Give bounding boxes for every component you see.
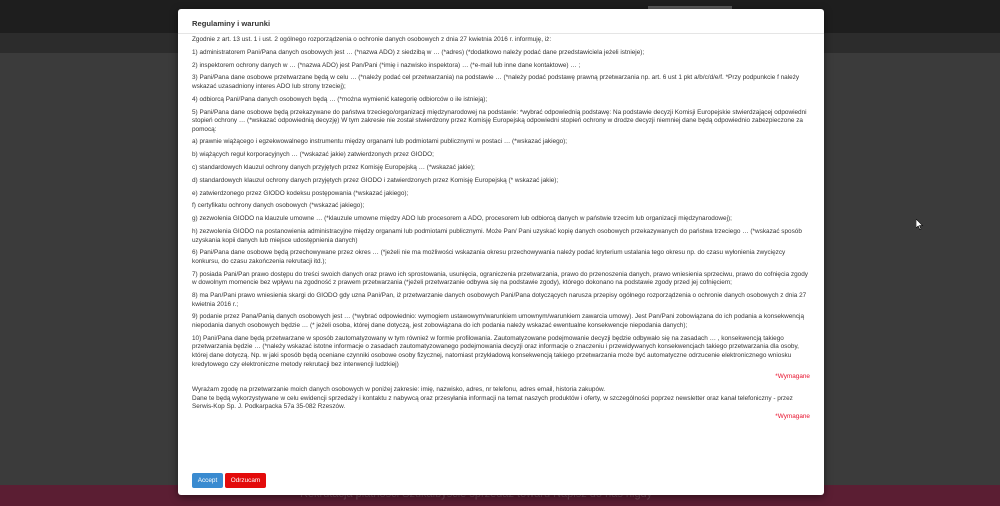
clause-5g: g) zezwolenia GIODO na klauzule umowne … (*klauzule umowne między ADO lub procesorem a ADO, procesorem lub odbiorcą danych w państwie trzecim lub organizacji międzynarodowej); (192, 215, 732, 223)
required-label: *Wymagane (775, 373, 810, 381)
clause-9: 9) podanie przez Pana/Panią danych osobowych jest … (*wybrać odpowiednio: wymogiem ustawowym/warunkiem umownym/warunkiem zawarcia umowy). Jest Pan/Pani zobowiązana do ich podania a konsekwencją niepodania danych osobowych będzie … (* jeżeli osoba, której dane dotyczą, jest zobowiązana do ich podania należy wskazać ewentualne konsekwencje niepodania danych); (192, 313, 805, 330)
terms-modal (178, 9, 824, 495)
clause-5b: b) wiążących reguł korporacyjnych … (*wskazać jakie) zatwierdzonych przez GIODO; (192, 151, 434, 159)
clause-8: 8) ma Pan/Pani prawo wniesienia skargi do GIODO gdy uzna Pani/Pan, iż przetwarzanie danych osobowych Pani/Pana dotyczących narusza przepisy ogólnego rozporządzenia o ochronie danych osobowych z dnia 27 kwietnia 2016 r.; (192, 292, 807, 308)
clause-6: 6) Pani/Pana dane osobowe będą przechowywane przez okres … (*jeżeli nie ma możliwości wskazania okresu przechowywania należy podać kryterium ustalania tego okresu np. do czasu wyłonienia zwycięzcy konkursu, do czasu zakończenia rekrutacji itd.); (192, 249, 786, 265)
consent-line-2: Dane te będą wykorzystywane w celu ewidencji sprzedaży i kontaktu z nabywcą oraz przesyłania informacji na temat naszych produktów i oferty, w szczególności poprzez newsletter oraz kanał telefoniczny - przez Serwis-Kop Sp. J. Podkarpacka 57a 35-082 Rzeszów. (192, 394, 793, 411)
clause-5: 5) Pani/Pana dane osobowe będą przekazywane do państwa trzeciego/organizacji międzynarodowej na podstawie: *wybrać odpowiednią podstawę: Na podstawie decyzji Komisji Europejskie stwierdzającej odpowiedni stopień ochrony … (*wskazać odpowiednią decyzję) W tym zakresie nie został stwierdzony przez Komisję Europejską odpowiedni stopień ochrony w drodze decyzji niemniej dane będą odpowiednio zabezpieczone za pomocą: (192, 108, 807, 133)
clause-5c: c) standardowych klauzul ochrony danych przyjętych przez Komisję Europejską … (*wskazać jakie); (192, 164, 475, 172)
reject-button[interactable]: Odrzucam (225, 473, 266, 488)
clause-10: 10) Pani/Pana dane będą przetwarzane w sposób zautomatyzowany w tym również w formie profilowania. Zautomatyzowane podejmowanie decyzji będzie odbywało się na zasadach … , konsekwencją takiego przetwarzania będzie … (*należy wskazać istotne informacje o zasadach zautomatyzowanego podejmowania decyzji oraz informacje o znaczeniu i przewidywanych konsekwencjach takiego przetwarzania dla osoby, której dane dotyczą. Np. w jaki sposób będą oceniane czynniki osobowe osoby fizycznej, natomiast przykładową konsekwencją takiego przetwarzania może być automatyczne odrzucenie elektronicznego wniosku kredytowego czy elektroniczne metody rekrutacji bez interwencji ludzkiej) (192, 334, 799, 368)
accept-button[interactable]: Accept (192, 473, 223, 488)
clause-5a: a) prawnie wiążącego i egzekwowalnego instrumentu między organami lub podmiotami publicznymi w postaci … (*wskazać jakiego); (192, 138, 568, 146)
required-label: *Wymagane (775, 412, 810, 420)
modal-divider (178, 33, 824, 34)
clause-5h: h) zezwolenia GIODO na postanowienia administracyjne między organami lub podmiotami publicznymi. Może Pan/ Pani uzyskać kopię danych osobowych przekazywanych do państwa trzeciego … (*wskazać sposób uzyskania kopii danych lub miejsce udostępnienia danych) (192, 227, 802, 244)
clause-5d: d) standardowych klauzul ochrony danych przyjętych przez GIODO i zatwierdzonych przez Komisję Europejską (* wskazać jakie); (192, 176, 559, 184)
clause-4: 4) odbiorcą Pani/Pana danych osobowych będą … (*można wymienić kategorię odbiorców o ile istnieją); (192, 95, 488, 103)
clause-1: 1) administratorem Pani/Pana danych osobowych jest … (*nazwa ADO) z siedzibą w … (*adres) (*dodatkowo należy podać dane przedstawiciela jeżeli istnieje); (192, 48, 645, 56)
clause-5f: f) certyfikatu ochrony danych osobowych (*wskazać jakiego); (192, 202, 365, 210)
modal-title: Regulaminy i warunki (192, 19, 271, 28)
consent-block[interactable] (192, 386, 810, 412)
clause-3: 3) Pani/Pana dane osobowe przetwarzane będą w celu … (*należy podać cel przetwarzania) na podstawie … (*należy podać podstawę prawną przetwarzania np. art. 6 ust 1 pkt a/b/c/d/e/f. *Przy podpunkcie f należy wskazać uzasadniony interes ADO lub strony trzeciej); (192, 74, 800, 90)
intro-paragraph: Zgodnie z art. 13 ust. 1 i ust. 2 ogólnego rozporządzenia o ochronie danych osobowych z dnia 27 kwietnia 2016 r. informuję, iż: (192, 36, 552, 43)
clause-5e: e) zatwierdzonego przez GIODO kodeksu postępowania (*wskazać jakiego); (192, 189, 409, 197)
modal-body (192, 36, 810, 425)
clause-7: 7) posiada Pani/Pan prawo dostępu do treści swoich danych oraz prawo ich sprostowania, usunięcia, ograniczenia przetwarzania, prawo do przenoszenia danych, prawo wniesienia sprzeciwu, prawo do cofnięcia zgody w dowolnym momencie bez wpływu na zgodność z prawem przetwarzania (*jeżeli przetwarzanie odbywa się na podstawie zgody), którego dokonano na podstawie zgody przed jej cofnięciem; (192, 270, 808, 287)
consent-line-1: Wyrażam zgodę na przetwarzanie moich danych osobowych w poniżej zakresie: imię, nazwisko, adres, nr telefonu, adres email, historia zakupów. (192, 385, 606, 393)
clause-2: 2) inspektorem ochrony danych w … (*nazwa ADO) jest Pan/Pani (*imię i nazwisko inspektora) … (*e-mail lub inne dane kontaktowe) … ; (192, 61, 581, 69)
